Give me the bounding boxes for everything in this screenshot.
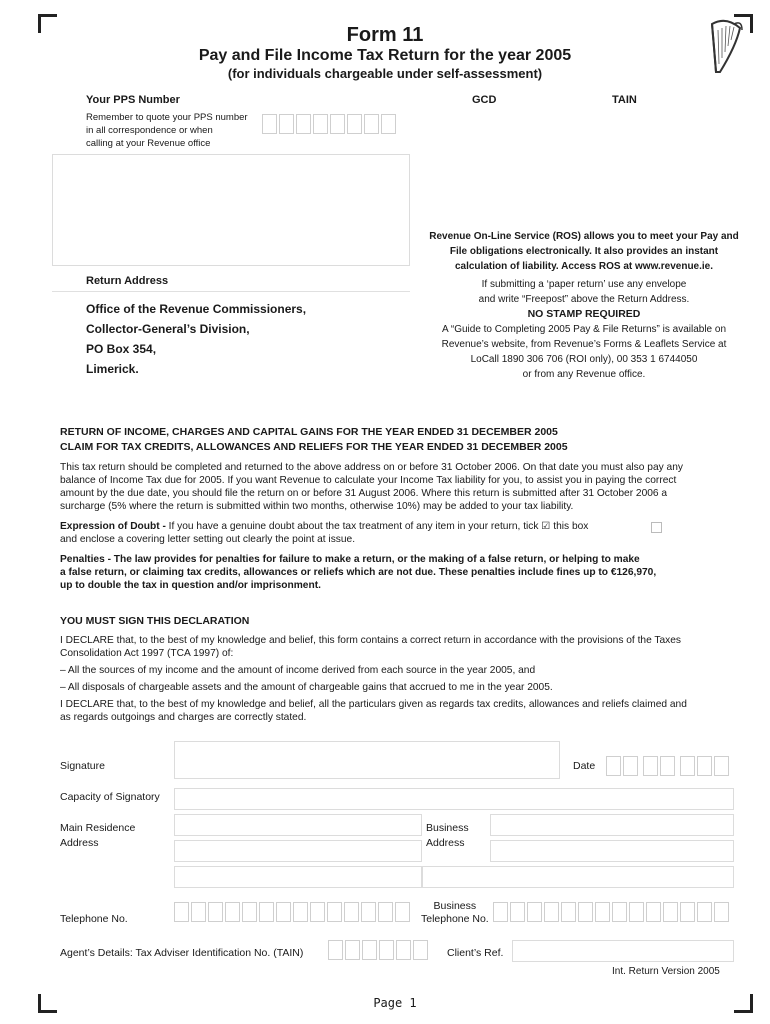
- doubt-label: Expression of Doubt -: [60, 521, 166, 532]
- pps-digit-box[interactable]: [313, 114, 328, 134]
- pps-digit-box[interactable]: [262, 114, 277, 134]
- main-residence-line-3[interactable]: [174, 866, 422, 888]
- phone-digit-box[interactable]: [527, 902, 542, 922]
- date-digit-box[interactable]: [680, 756, 695, 776]
- tain-digit-box[interactable]: [413, 940, 428, 960]
- phone-digit-box[interactable]: [242, 902, 257, 922]
- page-number: Page 1: [373, 996, 417, 1010]
- pps-digit-box[interactable]: [279, 114, 294, 134]
- penalties-line: a false return, or claiming tax credits, allowances or reliefs which are not due. These penalties include fines up to €126,970,: [60, 567, 657, 578]
- date-label: Date: [573, 760, 596, 772]
- signature-field[interactable]: [174, 741, 560, 779]
- phone-digit-box[interactable]: [310, 902, 325, 922]
- pps-note-line: in all correspondence or when: [86, 125, 213, 136]
- business-address-line-1[interactable]: [490, 814, 734, 836]
- phone-digit-box[interactable]: [595, 902, 610, 922]
- guide-line: A “Guide to Completing 2005 Pay & File Returns” is available on: [441, 324, 727, 335]
- guide-line: LoCall 1890 306 706 (ROI only), 00 353 1 6744050: [470, 354, 698, 365]
- declaration-line: as regards outgoings and charges are correctly stated.: [60, 712, 307, 723]
- tain-label: TAIN: [612, 94, 637, 106]
- business-address-label: [426, 821, 469, 851]
- intro-line: balance of Income Tax due for 2005. If you want Revenue to calculate your Income Tax liability for you, to assist you in paying the correct: [60, 475, 677, 486]
- form-number: Form 11: [346, 24, 424, 46]
- return-heading: RETURN OF INCOME, CHARGES AND CAPITAL GAINS FOR THE YEAR ENDED 31 DECEMBER 2005: [60, 426, 558, 438]
- expression-of-doubt: [60, 520, 680, 546]
- intro-line: surcharge (5% where the return is submitted within two months, otherwise 10%) may be added to your tax liability.: [60, 501, 574, 512]
- guide-line: Revenue’s website, from Revenue’s Forms & Leaflets Service at: [441, 339, 727, 350]
- phone-digit-box[interactable]: [612, 902, 627, 922]
- address-line: Collector-General’s Division,: [86, 322, 250, 336]
- date-digit-box[interactable]: [714, 756, 729, 776]
- taxpayer-address-box[interactable]: [52, 154, 410, 266]
- date-digit-box[interactable]: [660, 756, 675, 776]
- main-residence-line-2[interactable]: [174, 840, 422, 862]
- pps-digit-box[interactable]: [330, 114, 345, 134]
- phone-digit-box[interactable]: [293, 902, 308, 922]
- pps-note-line: calling at your Revenue office: [86, 138, 211, 149]
- phone-digit-box[interactable]: [714, 902, 729, 922]
- tain-digit-box[interactable]: [345, 940, 360, 960]
- phone-digit-box[interactable]: [259, 902, 274, 922]
- phone-digit-box[interactable]: [510, 902, 525, 922]
- penalties-paragraph: [60, 553, 760, 592]
- version-label: Int. Return Version 2005: [612, 966, 720, 977]
- client-ref-label: Client’s Ref.: [447, 947, 504, 959]
- capacity-label: Capacity of Signatory: [60, 791, 160, 803]
- declaration-line: I DECLARE that, to the best of my knowledge and belief, this form contains a correct return in accordance with the provisions of the Taxes: [60, 635, 681, 646]
- pps-note: [86, 111, 248, 150]
- return-address-label: Return Address: [86, 275, 169, 287]
- pps-label: Your PPS Number: [86, 94, 180, 106]
- phone-digit-box[interactable]: [378, 902, 393, 922]
- phone-digit-box[interactable]: [361, 902, 376, 922]
- date-digit-box[interactable]: [606, 756, 621, 776]
- phone-digit-box[interactable]: [578, 902, 593, 922]
- business-address-label-line: Business: [426, 822, 469, 834]
- main-residence-label: [60, 821, 135, 851]
- business-telephone-label-line: Telephone No.: [421, 913, 489, 925]
- phone-digit-box[interactable]: [544, 902, 559, 922]
- revenue-address: [86, 299, 306, 379]
- phone-digit-box[interactable]: [327, 902, 342, 922]
- gcd-label: GCD: [472, 94, 497, 106]
- phone-digit-box[interactable]: [174, 902, 189, 922]
- pps-digit-box[interactable]: [381, 114, 396, 134]
- form-title: Pay and File Income Tax Return for the year 2005: [198, 47, 572, 64]
- form-subtitle: (for individuals chargeable under self-assessment): [227, 66, 543, 81]
- tain-input[interactable]: [328, 940, 430, 960]
- phone-digit-box[interactable]: [663, 902, 678, 922]
- business-telephone-label: [421, 900, 489, 926]
- penalties-line: up to double the tax in question and/or imprisonment.: [60, 580, 321, 591]
- ros-line: Revenue On-Line Service (ROS) allows you to meet your Pay and: [429, 231, 739, 242]
- doubt-text: If you have a genuine doubt about the tax treatment of any item in your return, tick ☑ this box: [165, 521, 589, 532]
- intro-line: amount by the due date, you should file the return on or before 31 August 2006. Where this return is submitted after 31 October 2006 a: [60, 488, 668, 499]
- phone-digit-box[interactable]: [493, 902, 508, 922]
- expression-of-doubt-checkbox[interactable]: [651, 522, 662, 533]
- guide-line: or from any Revenue office.: [522, 369, 646, 380]
- main-residence-line-1[interactable]: [174, 814, 422, 836]
- tain-digit-box[interactable]: [379, 940, 394, 960]
- address-line: Limerick.: [86, 362, 139, 376]
- declaration-heading: YOU MUST SIGN THIS DECLARATION: [60, 615, 250, 627]
- intro-line: This tax return should be completed and returned to the above address on or before 31 October 2006. On that date you must also pay any: [60, 462, 683, 473]
- capacity-field[interactable]: [174, 788, 734, 810]
- tain-digit-box[interactable]: [362, 940, 377, 960]
- declaration-line: Consolidation Act 1997 (TCA 1997) of:: [60, 648, 234, 659]
- ros-line: calculation of liability. Access ROS at www.revenue.ie.: [454, 261, 714, 272]
- phone-digit-box[interactable]: [395, 902, 410, 922]
- phone-digit-box[interactable]: [697, 902, 712, 922]
- phone-digit-box[interactable]: [225, 902, 240, 922]
- client-ref-field[interactable]: [512, 940, 734, 962]
- date-digit-box[interactable]: [697, 756, 712, 776]
- business-telephone-input[interactable]: [493, 902, 731, 922]
- ros-line: File obligations electronically. It also provides an instant: [449, 246, 719, 257]
- no-stamp-required: NO STAMP REQUIRED: [527, 308, 641, 320]
- intro-paragraph: [60, 461, 760, 513]
- business-telephone-label-line: Business: [433, 900, 477, 912]
- agent-details-label: Agent’s Details: Tax Adviser Identification No. (TAIN): [60, 947, 304, 959]
- date-digit-box[interactable]: [623, 756, 638, 776]
- business-address-label-line: Address: [426, 837, 465, 849]
- declaration-text: [60, 634, 760, 724]
- signature-label: Signature: [60, 760, 105, 772]
- pps-number-input[interactable]: [262, 114, 398, 134]
- tain-digit-box[interactable]: [328, 940, 343, 960]
- claim-heading: CLAIM FOR TAX CREDITS, ALLOWANCES AND RELIEFS FOR THE YEAR ENDED 31 DECEMBER 2005: [60, 441, 568, 453]
- declaration-bullet: – All disposals of chargeable assets and the amount of chargeable gains that accrued to me in the year 2005.: [60, 682, 553, 693]
- doubt-text-line: and enclose a covering letter setting out clearly the point at issue.: [60, 534, 356, 545]
- phone-digit-box[interactable]: [680, 902, 695, 922]
- phone-digit-box[interactable]: [561, 902, 576, 922]
- address-line: PO Box 354,: [86, 342, 157, 356]
- tain-digit-box[interactable]: [396, 940, 411, 960]
- phone-digit-box[interactable]: [629, 902, 644, 922]
- paper-return-line: and write “Freepost” above the Return Address.: [478, 294, 690, 305]
- paper-return-line: If submitting a ‘paper return’ use any envelope: [481, 279, 687, 290]
- phone-digit-box[interactable]: [208, 902, 223, 922]
- address-line: Office of the Revenue Commissioners,: [86, 302, 307, 316]
- phone-digit-box[interactable]: [276, 902, 291, 922]
- main-residence-label-line: Main Residence: [60, 822, 136, 834]
- pps-digit-box[interactable]: [296, 114, 311, 134]
- main-residence-label-line: Address: [60, 837, 99, 849]
- ros-info: [412, 229, 756, 382]
- penalties-line: Penalties - The law provides for penalties for failure to make a return, or the making of a false return, or helping to make: [60, 554, 640, 565]
- business-address-line-2[interactable]: [490, 840, 734, 862]
- telephone-input[interactable]: [174, 902, 412, 922]
- telephone-label: Telephone No.: [60, 913, 128, 925]
- pps-digit-box[interactable]: [364, 114, 379, 134]
- date-input[interactable]: [606, 756, 731, 776]
- declaration-line: I DECLARE that, to the best of my knowledge and belief, all the particulars given as regards tax credits, allowances and reliefs claimed and: [60, 699, 687, 710]
- pps-note-line: Remember to quote your PPS number: [86, 112, 248, 123]
- phone-digit-box[interactable]: [191, 902, 206, 922]
- phone-digit-box[interactable]: [646, 902, 661, 922]
- phone-digit-box[interactable]: [344, 902, 359, 922]
- pps-digit-box[interactable]: [347, 114, 362, 134]
- date-digit-box[interactable]: [643, 756, 658, 776]
- business-address-line-3[interactable]: [422, 866, 734, 888]
- return-address-divider: [52, 291, 410, 292]
- declaration-bullet: – All the sources of my income and the amount of income derived from each source in the year 2005, and: [60, 665, 536, 676]
